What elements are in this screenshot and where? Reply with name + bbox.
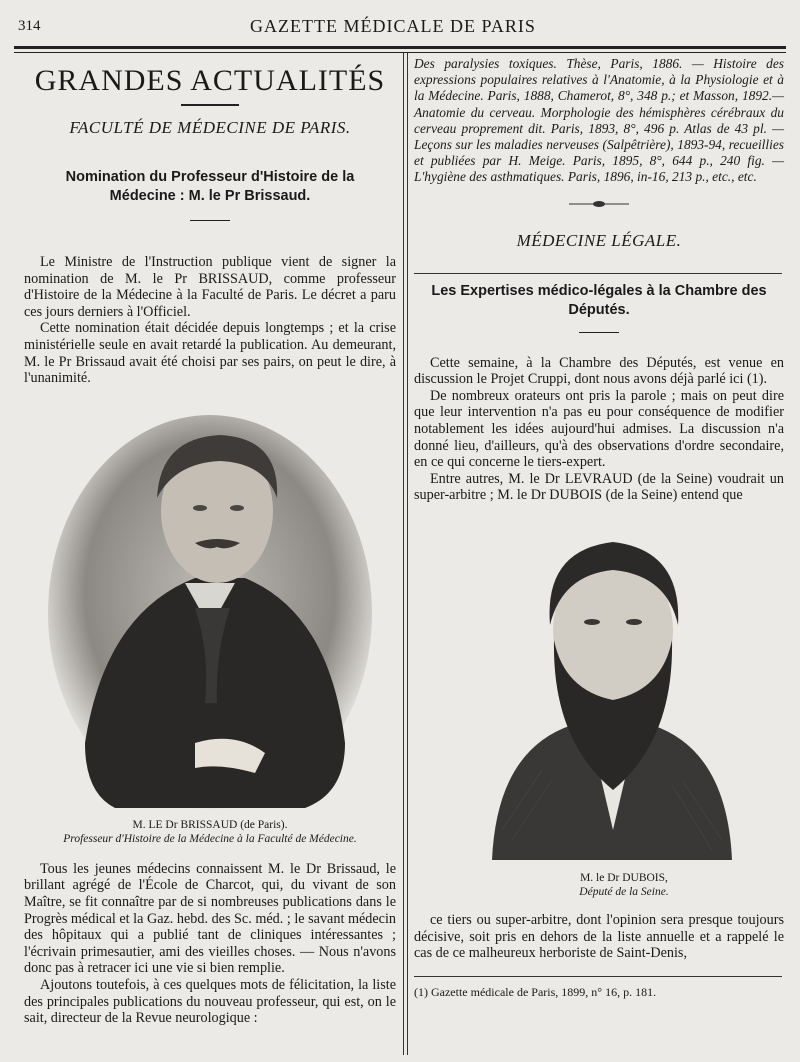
portrait-caption-name: M. LE Dr BRISSAUD (de Paris).	[132, 818, 288, 831]
portrait-image	[45, 413, 375, 813]
paragraph: ce tiers ou super-arbitre, dont l'opinion sera presque toujours décisive, soit pris en dehors de la liste annuelle et a rappelé le cas de ce malheureux herboriste de Saint-Denis,	[414, 911, 784, 962]
engraving-caption-role: Député de la Seine.	[579, 885, 669, 898]
portrait-dubois	[482, 530, 744, 868]
paragraph: Tous les jeunes médecins connaissent M. le Dr Brissaud, le brillant agrégé de l'École de Charcot, qui, du vivant de son Maître, se fit connaître par de si nombreuses publications dans le Progrès médical et la Gaz. hebd. des Sc. méd. ; le savant médecin des hôpitaux qui a publié tant de cliniques intéressantes ; l'écrivain primesautier, ami des vieilles choses. — Nous n'avons donc pas à retracer ici une vie si bien remplie.	[24, 860, 396, 977]
publications-list: Des paralysies toxiques. Thèse, Paris, 1886. — Histoire des expressions populaires relatives à l'Anatomie, à la Physiologie et à la Médecine. Paris, 1888, Chamerot, 8°, 348 p.; et Masson, 1892.— Anatomie du cerveau. Morphologie des hémisphères cérébraux du cerveau proprement dit. Paris, 1893, 8°, 496 p. Atlas de 43 pl. — Leçons sur les maladies nerveuses (Salpêtrière), 1893-94, recueillies et publiées par H. Meige. Paris, 1895, 8°, 644 p., 240 fig. — L'hygiène des asthmatiques. Paris, 1896, in-16, 213 p., etc., etc.	[414, 56, 784, 185]
journal-title: GAZETTE MÉDICALE DE PARIS	[250, 16, 536, 36]
portrait-brissaud	[45, 413, 375, 813]
paragraph: Entre autres, M. le Dr LEVRAUD (de la Seine) voudrait un super-arbitre ; M. le Dr DUBOIS (de la Seine) entend que	[414, 470, 784, 504]
article-rule	[579, 332, 619, 333]
engraving-image	[482, 530, 744, 868]
ornament-divider	[569, 200, 629, 211]
footnote-rule	[414, 976, 782, 977]
left-column	[24, 56, 396, 1027]
footnote: (1) Gazette médicale de Paris, 1899, n° 16, p. 181.	[414, 984, 657, 999]
section-title: GRANDES ACTUALITÉS	[34, 64, 386, 97]
right-column	[414, 56, 784, 1000]
paragraph: Le Ministre de l'Instruction publique vient de signer la nomination de M. le Pr BRISSAUD, comme professeur d'Histoire de la Médecine à la Faculté de Paris. Le décret a paru ces jours derniers à l'Officiel.	[24, 254, 396, 320]
article-rule	[190, 220, 230, 221]
header-rule	[14, 46, 786, 49]
section-rule	[414, 273, 782, 274]
section-title-medecine-legale: MÉDECINE LÉGALE.	[516, 230, 682, 250]
column-divider	[403, 53, 404, 1055]
engraving-caption-name: M. le Dr DUBOIS,	[580, 871, 668, 884]
paragraph: Ajoutons toutefois, à ces quelques mots de félicitation, la liste des principales publications du nouveau professeur, qui est, on le sait, directeur de la Revue neurologique :	[24, 976, 396, 1027]
portrait-caption-role: Professeur d'Histoire de la Médecine à la Faculté de Médecine.	[63, 832, 357, 845]
title-rule	[181, 104, 239, 106]
paragraph: De nombreux orateurs ont pris la parole ; mais on peut dire que leur intervention n'a pas eu pour conséquence de modifier notablement les idées aujourd'hui admises. La discussion n'a donné lieu, d'ailleurs, qu'à des observations d'ordre secondaire, en ce qui concerne le tiers-expert.	[414, 387, 784, 471]
paragraph: Cette nomination était décidée depuis longtemps ; et la crise ministérielle seule en avait retardé la publication. Au demeurant, M. le Pr Brissaud avait été choisi par ses pairs, on peut le dire, à l'unanimité.	[24, 320, 396, 387]
article-title: Les Expertises médico-légales à la Chambre des Députés.	[431, 282, 767, 318]
header-rule-thin	[14, 52, 786, 53]
article-title: Nomination du Professeur d'Histoire de la Médecine : M. le Pr Brissaud.	[65, 169, 355, 204]
column-divider-2	[407, 53, 408, 1055]
page-number: 314	[18, 18, 41, 34]
faculty-heading: FACULTÉ DE MÉDECINE DE PARIS.	[69, 118, 351, 137]
running-header	[0, 12, 800, 36]
paragraph: Cette semaine, à la Chambre des Députés, est venue en discussion le Projet Cruppi, dont nous avons déjà parlé ici (1).	[414, 354, 784, 388]
